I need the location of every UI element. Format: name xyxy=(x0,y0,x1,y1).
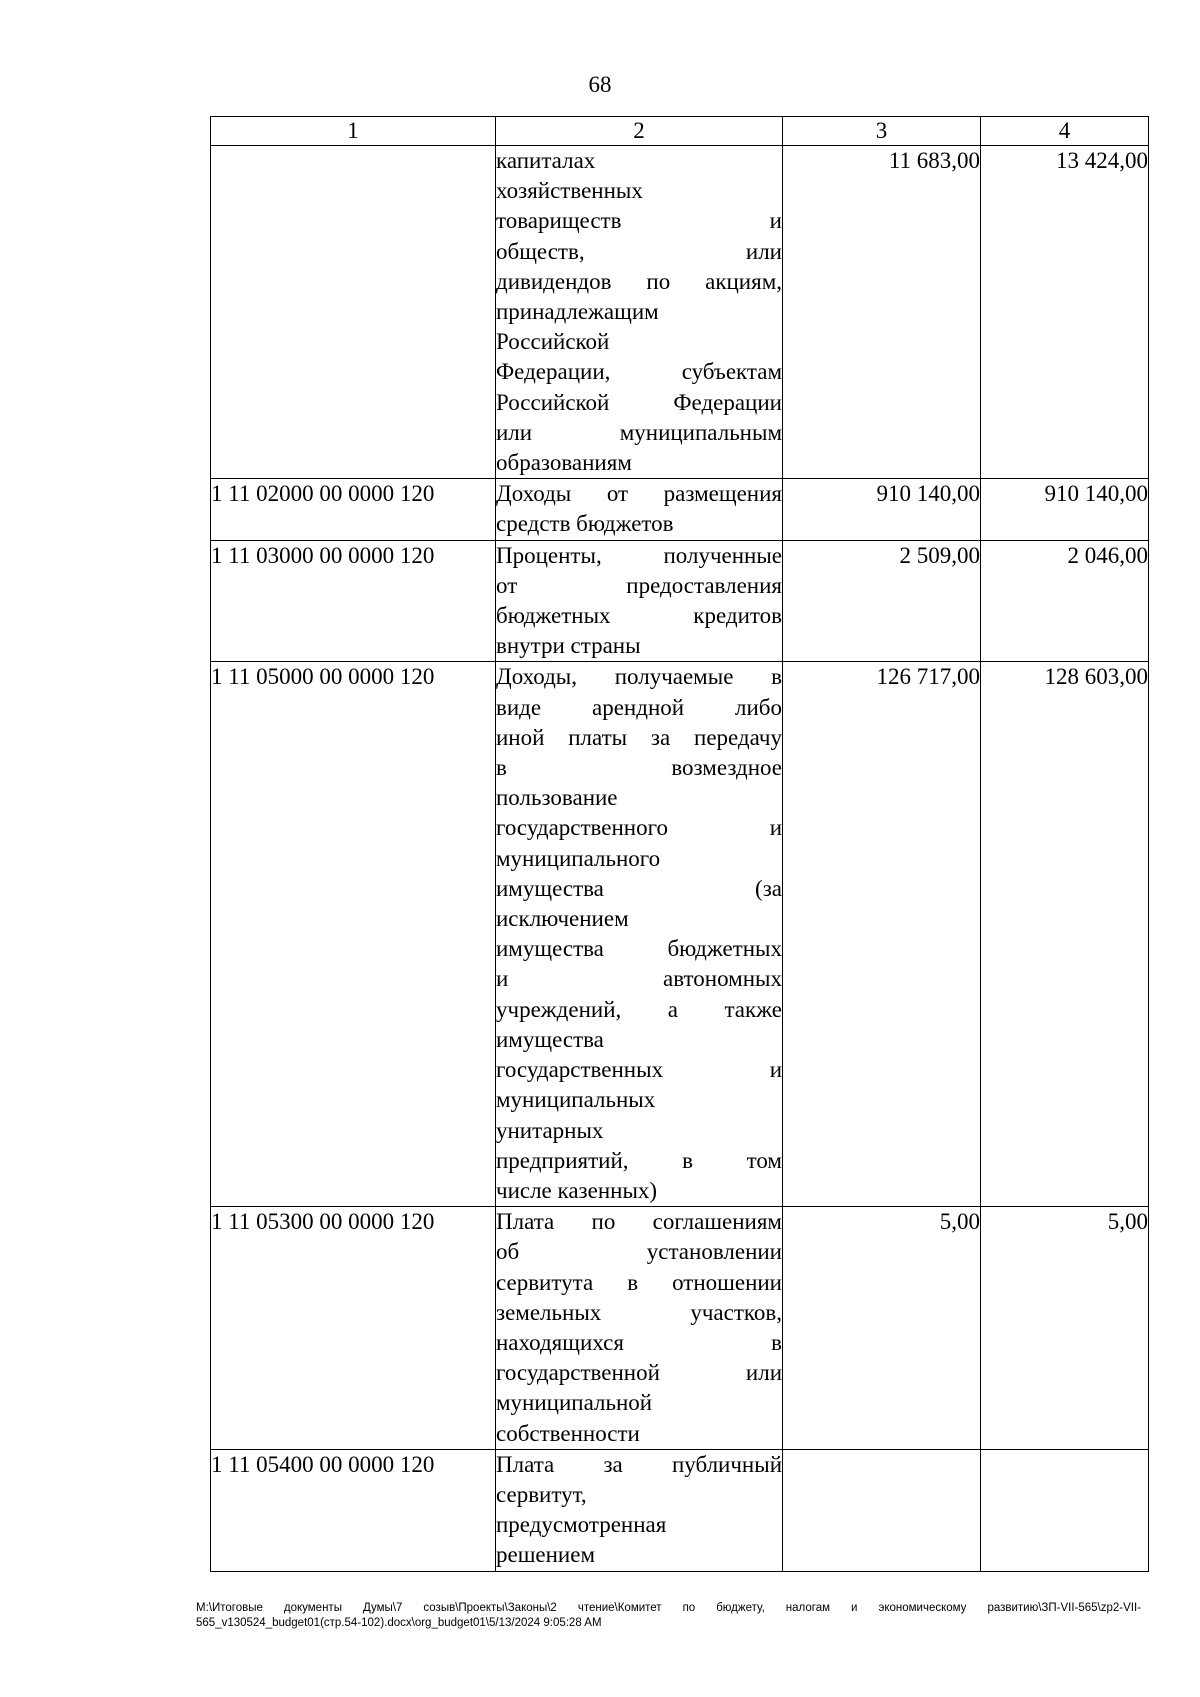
budget-code-cell: 1 11 03000 00 0000 120 xyxy=(211,540,496,662)
amount-col-3-cell: 11 683,00 xyxy=(783,146,981,479)
description-cell xyxy=(496,1449,783,1571)
amount-col-3-cell: 5,00 xyxy=(783,1207,981,1450)
table-row xyxy=(211,1207,1149,1450)
amount-col-4-cell: 128 603,00 xyxy=(981,662,1149,1207)
budget-code-cell: 1 11 05000 00 0000 120 xyxy=(211,662,496,1207)
description-line: от предоставления xyxy=(496,572,782,598)
description-line: Доходы, получаемые в xyxy=(496,664,782,690)
budget-code-cell: 1 11 05300 00 0000 120 xyxy=(211,1207,496,1450)
header-col-4: 4 xyxy=(981,117,1149,146)
description-line: унитарных xyxy=(496,1117,604,1143)
description-line: решением xyxy=(496,1542,596,1568)
description-line: Плата по соглашениям xyxy=(496,1209,782,1235)
amount-col-4-cell: 13 424,00 xyxy=(981,146,1149,479)
header-col-1: 1 xyxy=(211,117,496,146)
description-line: внутри страны xyxy=(496,633,641,659)
description-line: муниципальной xyxy=(496,1390,653,1416)
description-line: в возмездное xyxy=(496,755,782,781)
amount-col-4-cell xyxy=(981,1449,1149,1571)
table-row xyxy=(211,479,1149,540)
description-line: государственной или xyxy=(496,1360,782,1386)
description-line: или муниципальным xyxy=(496,419,782,445)
description-line: имущества бюджетных xyxy=(496,936,782,962)
table-row xyxy=(211,540,1149,662)
description-line: сервитут, xyxy=(496,1481,587,1507)
description-line: образованиям xyxy=(496,450,632,476)
description-line: числе казенных) xyxy=(496,1177,658,1203)
description-line: Федерации, субъектам xyxy=(496,359,782,385)
description-line: хозяйственных xyxy=(496,178,643,204)
description-line: об установлении xyxy=(496,1239,782,1265)
description-line: государственных и xyxy=(496,1057,782,1083)
budget-code-cell xyxy=(211,146,496,479)
description-line: Доходы от размещения xyxy=(496,481,782,507)
description-line: муниципальных xyxy=(496,1087,656,1113)
description-line: пользование xyxy=(496,785,618,811)
description-line: и автономных xyxy=(496,966,782,992)
description-line: дивидендов по акциям, xyxy=(496,268,782,294)
header-row xyxy=(211,117,1149,146)
header-col-3: 3 xyxy=(783,117,981,146)
amount-col-4-cell: 910 140,00 xyxy=(981,479,1149,540)
amount-col-3-cell xyxy=(783,1449,981,1571)
description-line: собственности xyxy=(496,1420,640,1446)
page-number: 68 xyxy=(588,72,612,97)
file-path-footer xyxy=(196,1601,1141,1631)
description-line: Плата за публичный xyxy=(496,1451,782,1477)
amount-col-4-cell: 2 046,00 xyxy=(981,540,1149,662)
description-line: предприятий, в том xyxy=(496,1147,782,1173)
footer-line-2: 565_v130524_budget01(стр.54-102).docx\org_budget01\5/13/2024 9:05:28 AM xyxy=(196,1617,602,1629)
description-line: учреждений, а также xyxy=(496,996,782,1022)
description-line: сервитута в отношении xyxy=(496,1269,782,1295)
description-line: обществ, или xyxy=(496,238,782,264)
description-line: предусмотренная xyxy=(496,1512,667,1538)
budget-table xyxy=(210,116,1149,1572)
header-col-2: 2 xyxy=(496,117,783,146)
table-row xyxy=(211,146,1149,479)
description-line: имущества (за xyxy=(496,875,782,901)
description-cell xyxy=(496,1207,783,1450)
table-row xyxy=(211,662,1149,1207)
footer-line-1: M:\Итоговые документы Думы\7 созыв\Проекты\Законы\2 чтение\Комитет по бюджету, налогам и экономическому развитию\ЗП-VII-565\zp2-VII- xyxy=(196,1602,1141,1614)
description-line: средств бюджетов xyxy=(496,511,674,537)
description-line: Российской xyxy=(496,329,610,355)
description-cell xyxy=(496,662,783,1207)
description-line: бюджетных кредитов xyxy=(496,603,782,629)
description-line: виде арендной либо xyxy=(496,694,782,720)
table-row xyxy=(211,1449,1149,1571)
description-cell xyxy=(496,540,783,662)
amount-col-3-cell: 910 140,00 xyxy=(783,479,981,540)
budget-code-cell: 1 11 05400 00 0000 120 xyxy=(211,1449,496,1571)
description-line: капиталах xyxy=(496,148,596,173)
amount-col-4-cell: 5,00 xyxy=(981,1207,1149,1450)
description-line: принадлежащим xyxy=(496,299,659,325)
amount-col-3-cell: 2 509,00 xyxy=(783,540,981,662)
description-line: Проценты, полученные xyxy=(496,542,782,568)
description-line: товариществ и xyxy=(496,208,782,234)
description-line: земельных участков, xyxy=(496,1299,782,1325)
description-cell xyxy=(496,479,783,540)
description-line: иной платы за передачу xyxy=(496,724,782,750)
description-cell xyxy=(496,146,783,479)
budget-code-cell: 1 11 02000 00 0000 120 xyxy=(211,479,496,540)
amount-col-3-cell: 126 717,00 xyxy=(783,662,981,1207)
description-line: Российской Федерации xyxy=(496,389,782,415)
description-line: исключением xyxy=(496,906,629,932)
description-line: государственного и xyxy=(496,815,782,841)
description-line: муниципального xyxy=(496,845,661,871)
description-line: имущества xyxy=(496,1026,604,1052)
description-line: находящихся в xyxy=(496,1329,782,1355)
